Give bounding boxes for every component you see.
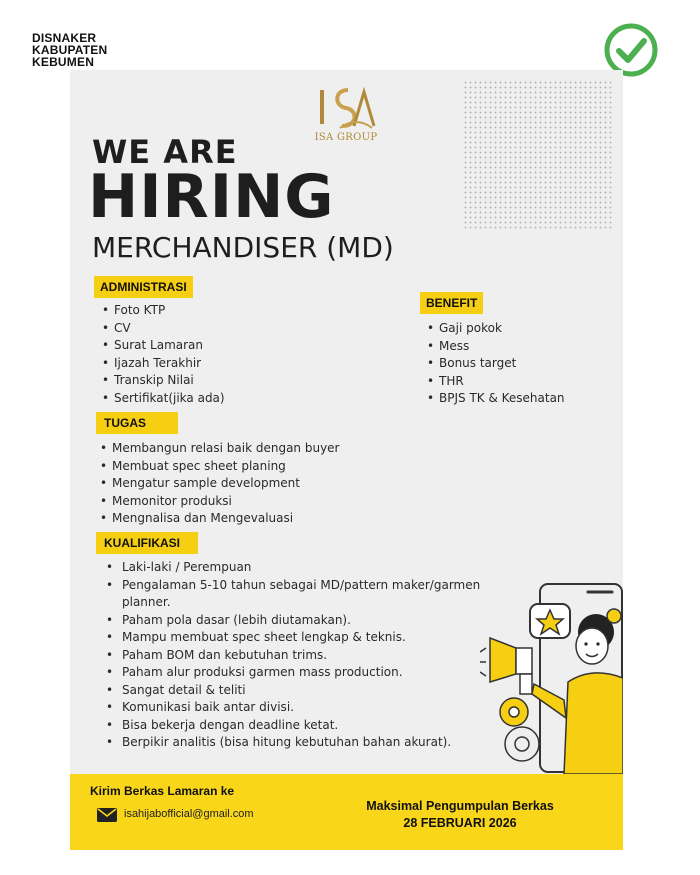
org-label (32, 32, 107, 68)
section-tag-administrasi: ADMINISTRASI (94, 276, 193, 298)
list-item: • Paham BOM dan kebutuhan trims. (106, 647, 496, 665)
logo-text: ISA GROUP (314, 132, 378, 143)
send-label: Kirim Berkas Lamaran ke (90, 784, 235, 798)
list-item: • Berpikir analitis (bisa hitung kebutuhan bahan akurat). (106, 734, 496, 752)
list-item: • Foto KTP (102, 302, 225, 320)
section-tag-kualifikasi: KUALIFIKASI (96, 532, 198, 554)
mail-icon (96, 807, 118, 823)
list-item: • Mampu membuat spec sheet lengkap & teknis. (106, 629, 496, 647)
list-item: • Pengalaman 5-10 tahun sebagai MD/pattern maker/garmen planner. (106, 577, 496, 612)
list-tugas (100, 440, 340, 528)
list-item: • BPJS TK & Kesehatan (427, 390, 565, 408)
list-item: • Transkip Nilai (102, 372, 225, 390)
list-item: • Membangun relasi baik dengan buyer (100, 440, 340, 458)
list-administrasi (102, 302, 225, 407)
job-poster (70, 70, 623, 850)
headline-we-are: WE ARE (92, 133, 238, 171)
list-item: • Paham pola dasar (lebih diutamakan). (106, 612, 496, 630)
list-item: • Sertifikat(jika ada) (102, 390, 225, 408)
list-item: • Memonitor produksi (100, 493, 340, 511)
deadline-date: 28 FEBRUARI 2026 (403, 816, 517, 830)
list-item: • THR (427, 373, 565, 391)
org-line: DISNAKER (32, 31, 97, 45)
list-item: • Ijazah Terakhir (102, 355, 225, 373)
list-item: • Laki-laki / Perempuan (106, 559, 496, 577)
megaphone-woman-illustration (480, 582, 623, 774)
job-title: MERCHANDISER (MD) (92, 231, 394, 264)
list-item: • Bonus target (427, 355, 565, 373)
list-item: • Membuat spec sheet planing (100, 458, 340, 476)
list-item: • Mess (427, 338, 565, 356)
section-tag-tugas: TUGAS (96, 412, 178, 434)
list-item: • Surat Lamaran (102, 337, 225, 355)
company-logo (310, 84, 382, 148)
list-kualifikasi (106, 559, 496, 752)
dot-pattern (463, 80, 613, 230)
list-item: • Mengnalisa dan Mengevaluasi (100, 510, 340, 528)
list-item: • Paham alur produksi garmen mass production. (106, 664, 496, 682)
list-item: • Komunikasi baik antar divisi. (106, 699, 496, 717)
deadline-label: Maksimal Pengumpulan Berkas (366, 799, 554, 813)
list-item: • Bisa bekerja dengan deadline ketat. (106, 717, 496, 735)
footer-bar (70, 774, 623, 850)
list-item: • CV (102, 320, 225, 338)
list-item: • Mengatur sample development (100, 475, 340, 493)
isa-logo-mark-icon (310, 84, 382, 132)
list-item: • Sangat detail & teliti (106, 682, 496, 700)
section-tag-benefit: BENEFIT (420, 292, 483, 314)
list-item: • Gaji pokok (427, 320, 565, 338)
list-benefit (427, 320, 565, 408)
org-line: KEBUMEN (32, 55, 95, 69)
deadline-block (340, 798, 580, 832)
headline-hiring: HIRING (88, 162, 335, 232)
org-line: KABUPATEN (32, 43, 108, 57)
contact-email[interactable]: isahijabofficial@gmail.com (124, 808, 254, 820)
